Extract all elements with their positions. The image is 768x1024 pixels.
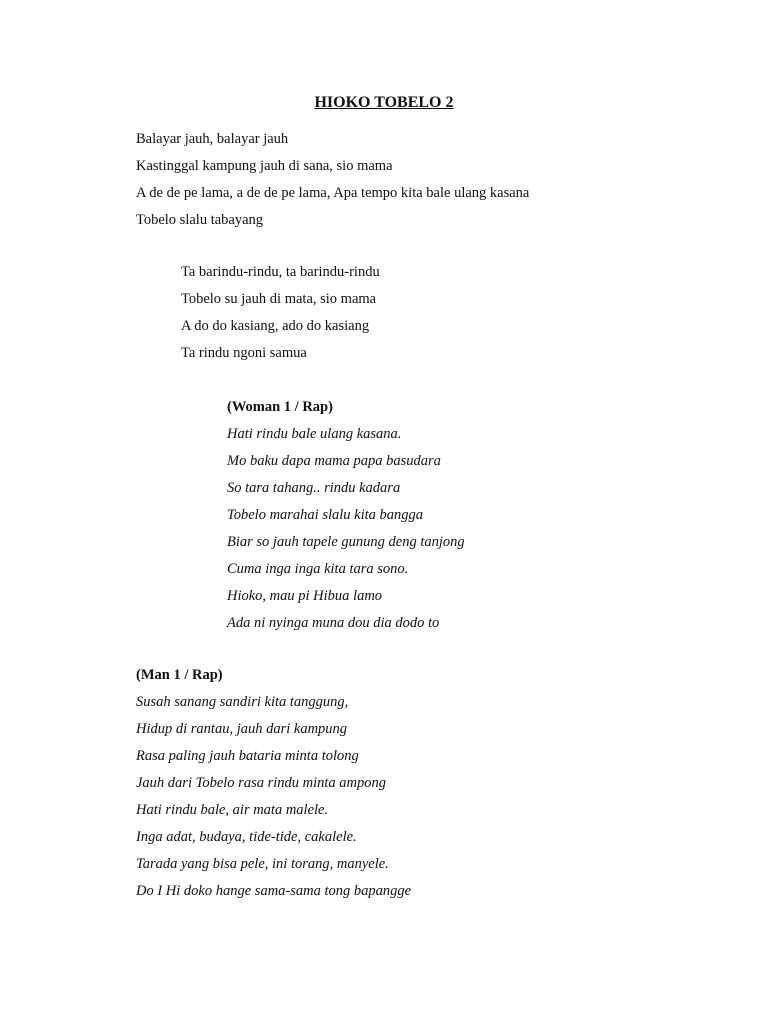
man-rap-heading: (Man 1 / Rap) (136, 667, 223, 683)
rap-line: Biar so jauh tapele gunung deng tanjong (227, 534, 465, 550)
rap-line: So tara tahang.. rindu kadara (227, 480, 401, 496)
man-rap-section (136, 662, 411, 905)
verse-line: Tobelo slalu tabayang (136, 212, 264, 228)
rap-line: Susah sanang sandiri kita tanggung, (136, 694, 349, 710)
rap-line: Inga adat, budaya, tide-tide, cakalele. (136, 829, 357, 845)
rap-line: Tarada yang bisa pele, ini torang, manyele. (136, 856, 389, 872)
chorus (181, 259, 380, 367)
rap-line: Hati rindu bale, air mata malele. (136, 802, 329, 818)
rap-line: Hati rindu bale ulang kasana. (227, 426, 402, 442)
rap-line: Rasa paling jauh bataria minta tolong (136, 748, 359, 764)
rap-line: Ada ni nyinga muna dou dia dodo to (227, 615, 440, 631)
rap-line: Cuma inga inga kita tara sono. (227, 561, 409, 577)
chorus-line: Ta barindu-rindu, ta barindu-rindu (181, 264, 380, 280)
chorus-line: A do do kasiang, ado do kasiang (181, 318, 370, 334)
verse-line: Balayar jauh, balayar jauh (136, 131, 289, 147)
rap-line: Mo baku dapa mama papa basudara (227, 453, 441, 469)
rap-line: Tobelo marahai slalu kita bangga (227, 507, 424, 523)
verse-line: Kastinggal kampung jauh di sana, sio mama (136, 158, 393, 174)
woman-rap-heading: (Woman 1 / Rap) (227, 399, 333, 415)
verse-1 (136, 126, 529, 234)
woman-rap-section (227, 394, 465, 637)
document-title: HIOKO TOBELO 2 (314, 94, 454, 111)
rap-line: Hidup di rantau, jauh dari kampung (136, 721, 348, 737)
rap-line: Do I Hi doko hange sama-sama tong bapangge (136, 883, 412, 899)
rap-line: Hioko, mau pi Hibua lamo (227, 588, 383, 604)
chorus-line: Ta rindu ngoni samua (181, 345, 307, 361)
chorus-line: Tobelo su jauh di mata, sio mama (181, 291, 377, 307)
rap-line: Jauh dari Tobelo rasa rindu minta ampong (136, 775, 387, 791)
verse-line: A de de pe lama, a de de pe lama, Apa tempo kita bale ulang kasana (136, 185, 530, 201)
